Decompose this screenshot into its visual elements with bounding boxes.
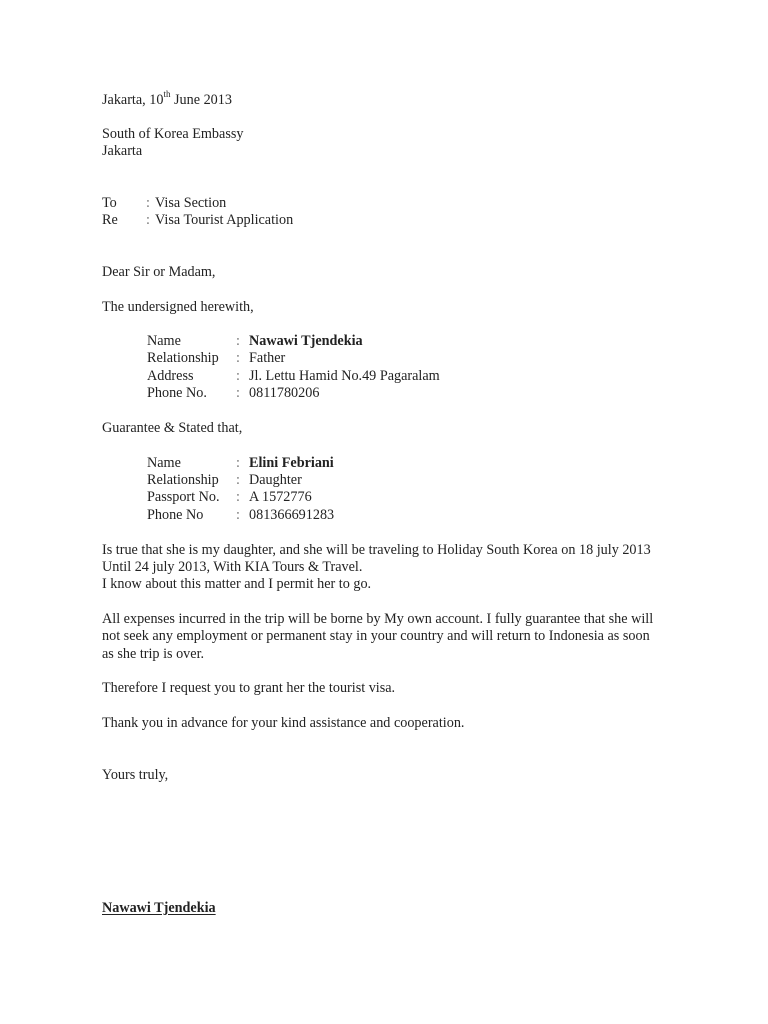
field-colon: : (146, 195, 150, 211)
guarantor-name: Nawawi Tjendekia (249, 333, 363, 349)
place-date-suffix: June 2013 (170, 92, 232, 108)
recipient-line-2: Jakarta (102, 143, 143, 159)
expenses-line-1: All expenses incurred in the trip will be borne by My own account. I fully guarantee that she will (102, 611, 654, 627)
field-label: Name (147, 333, 181, 349)
applicant-phone: 081366691283 (249, 507, 335, 523)
signature-name: Nawawi Tjendekia (102, 900, 216, 916)
recipient-line-1: South of Korea Embassy (102, 126, 244, 142)
guarantor-address: Jl. Lettu Hamid No.49 Pagaralam (249, 368, 440, 384)
field-colon: : (236, 455, 240, 471)
field-label: Re (102, 212, 118, 228)
travel-line-1: Is true that she is my daughter, and she will be traveling to Holiday South Korea on 18 july 2013 (102, 542, 651, 558)
applicant-passport: A 1572776 (249, 489, 312, 505)
field-label: Relationship (147, 472, 219, 488)
field-colon: : (236, 368, 240, 384)
travel-line-2: Until 24 july 2013, With KIA Tours & Travel. (102, 559, 363, 575)
permission-line: I know about this matter and I permit her to go. (102, 576, 372, 592)
field-label: Relationship (147, 350, 219, 366)
field-colon: : (146, 212, 150, 228)
guarantor-relationship: Father (249, 350, 286, 366)
field-label: Address (147, 368, 194, 384)
field-colon: : (236, 507, 240, 523)
expenses-line-2: not seek any employment or permanent stay in your country and will return to Indonesia as soon (102, 628, 650, 644)
guarantee-intro: Guarantee & Stated that, (102, 420, 243, 436)
expenses-line-3: as she trip is over. (102, 646, 205, 662)
place-date (102, 89, 232, 109)
field-label: Name (147, 455, 181, 471)
field-label: Phone No. (147, 385, 207, 401)
field-value: Visa Section (155, 195, 227, 211)
field-label: Phone No (147, 507, 204, 523)
field-label: Passport No. (147, 489, 220, 505)
guarantor-phone: 0811780206 (249, 385, 320, 401)
date-ordinal-suffix: th (163, 89, 171, 100)
field-label: To (102, 195, 117, 211)
place-date-prefix: Jakarta, 10 (102, 92, 164, 108)
field-colon: : (236, 333, 240, 349)
closing: Yours truly, (102, 767, 169, 783)
field-colon: : (236, 472, 240, 488)
applicant-relationship: Daughter (249, 472, 302, 488)
request-line: Therefore I request you to grant her the tourist visa. (102, 680, 396, 696)
field-colon: : (236, 350, 240, 366)
thanks-line: Thank you in advance for your kind assistance and cooperation. (102, 715, 465, 731)
salutation: Dear Sir or Madam, (102, 264, 216, 280)
field-colon: : (236, 385, 240, 401)
intro-text: The undersigned herewith, (102, 299, 254, 315)
applicant-name: Elini Febriani (249, 455, 334, 471)
field-value: Visa Tourist Application (155, 212, 294, 228)
field-colon: : (236, 489, 240, 505)
